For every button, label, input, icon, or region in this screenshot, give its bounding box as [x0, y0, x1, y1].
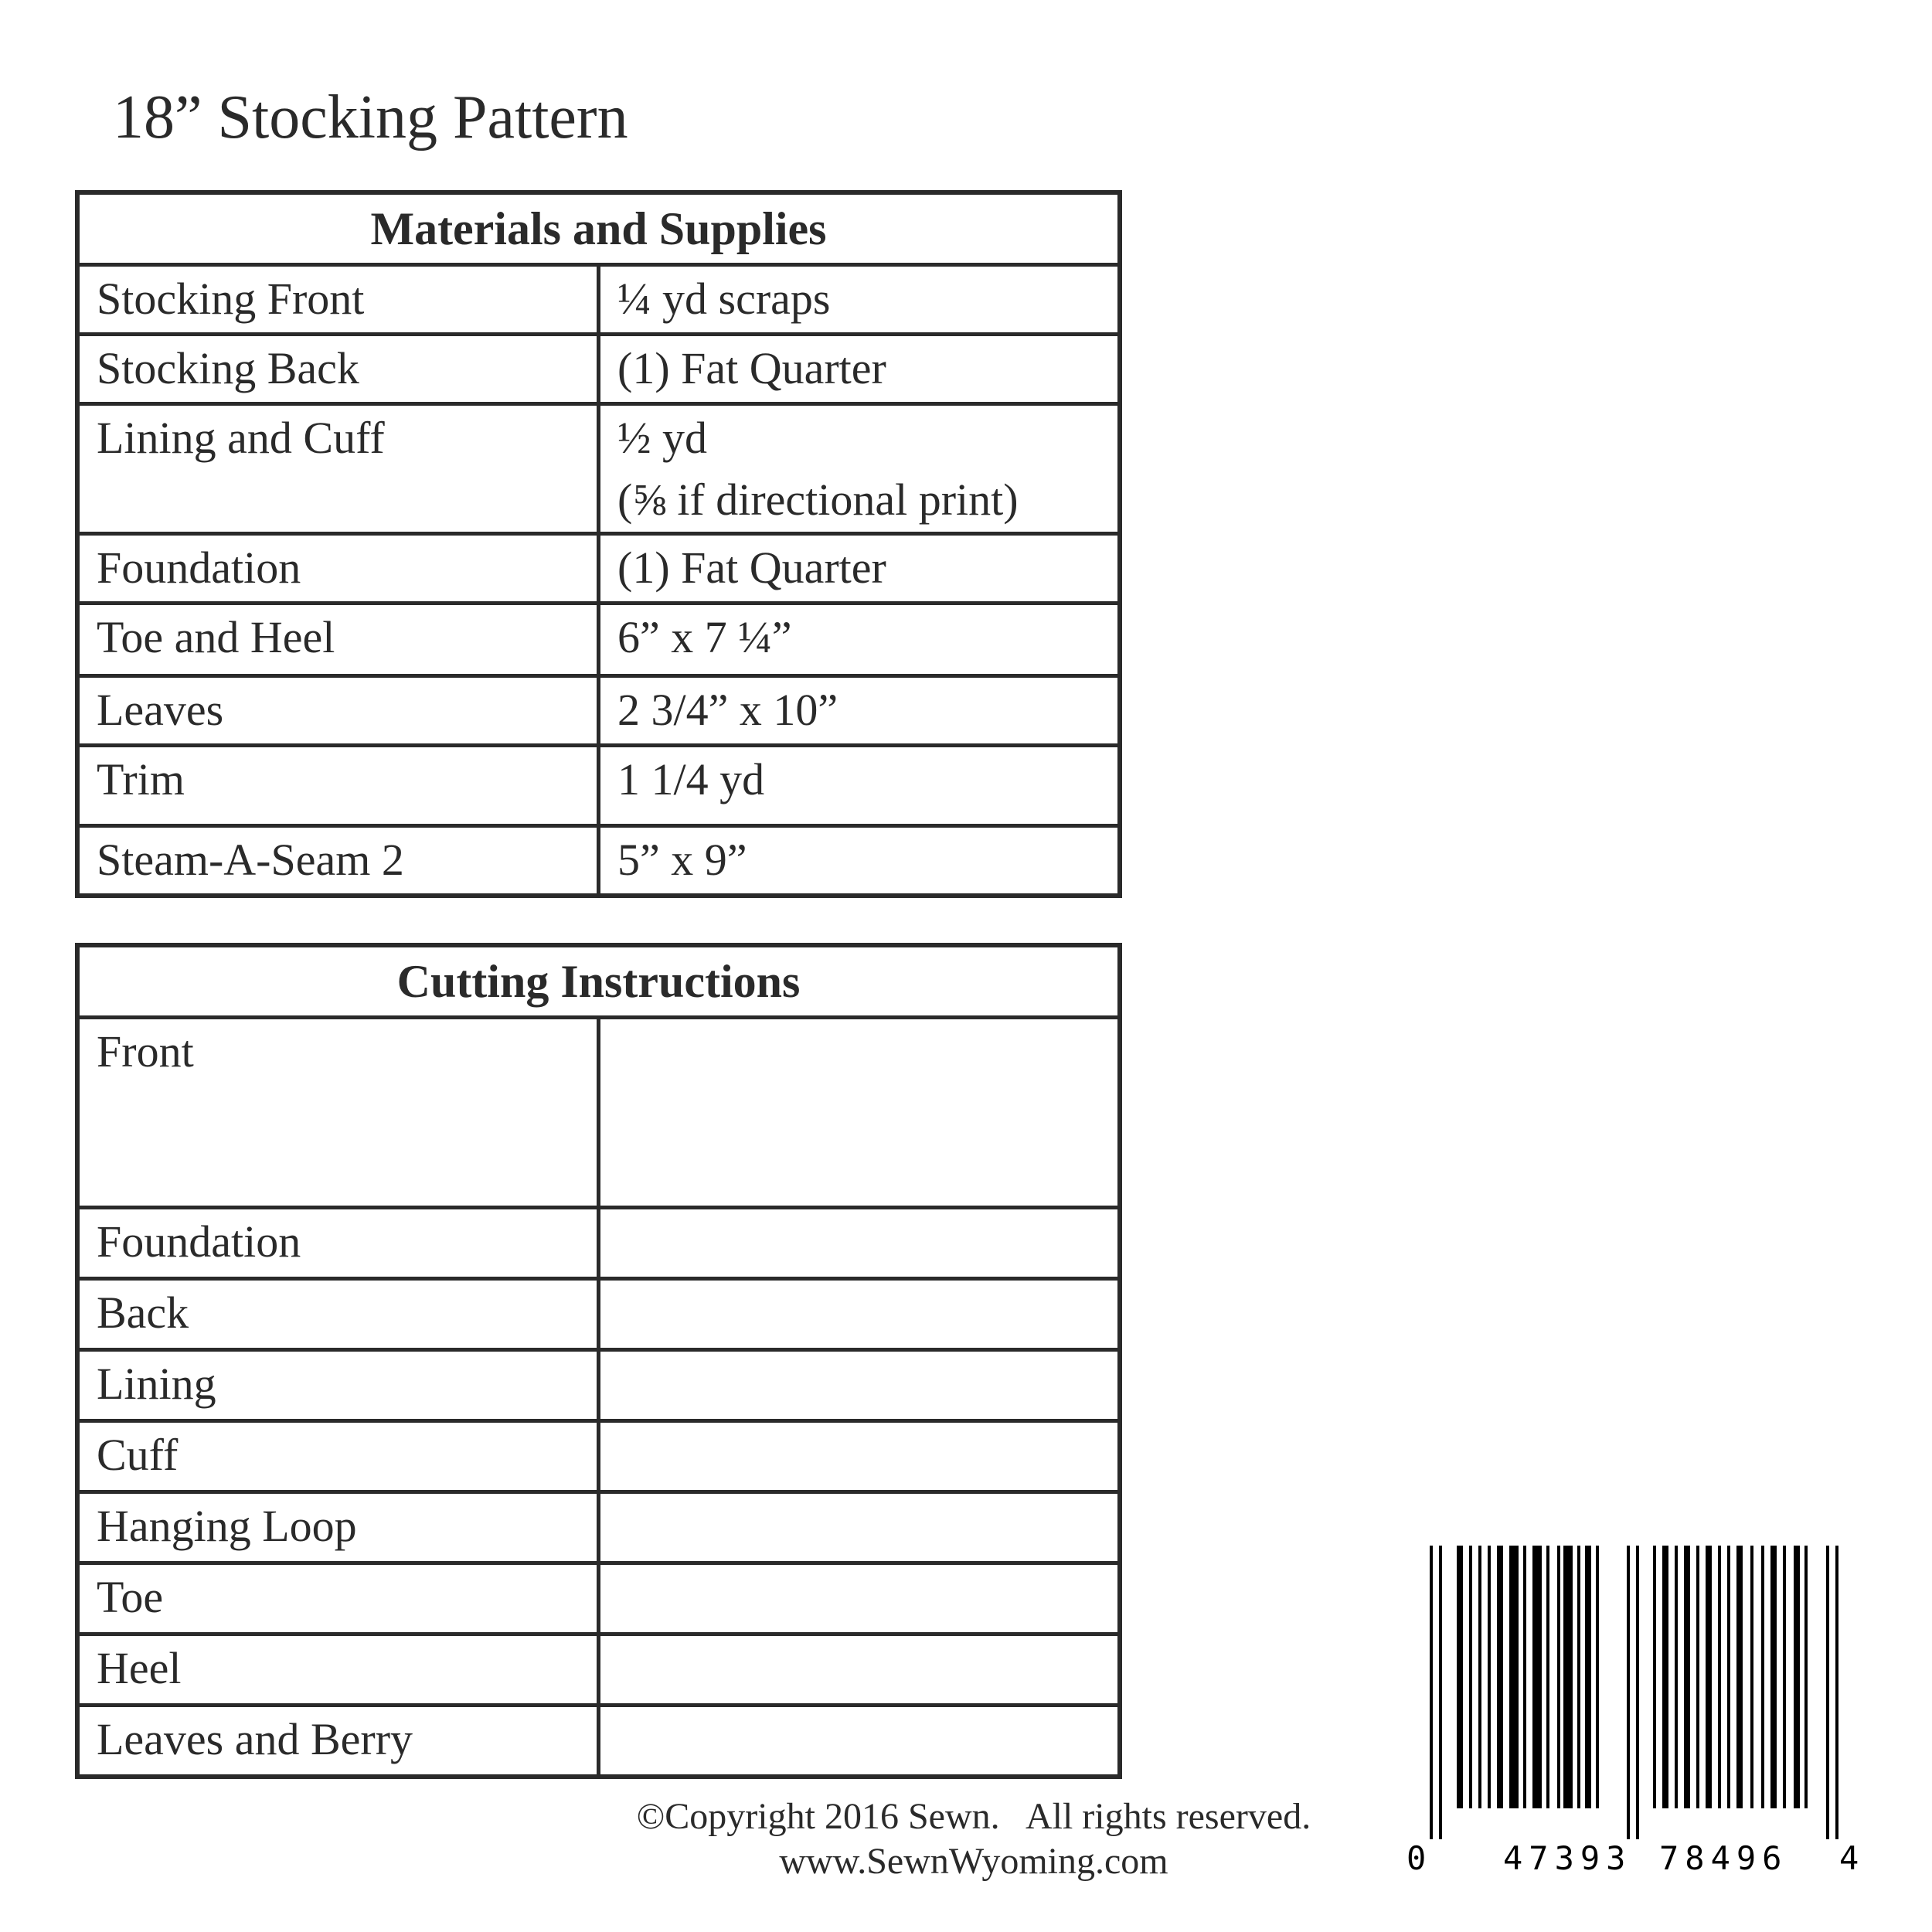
material-item-label: Stocking Front [97, 274, 365, 324]
materials-row [77, 335, 1120, 404]
cutting-detail-text [617, 1352, 1117, 1355]
barcode-bar [1488, 1546, 1491, 1808]
material-item-label: Toe and Heel [97, 612, 335, 662]
material-item [77, 604, 599, 676]
cutting-detail [599, 1208, 1121, 1279]
copyright-block [603, 1794, 1345, 1884]
cutting-row [77, 1208, 1120, 1279]
barcode-bar [1736, 1546, 1743, 1808]
material-item [77, 265, 599, 335]
cutting-row [77, 1706, 1120, 1777]
barcode-bar [1430, 1546, 1433, 1839]
cutting-header-row [77, 945, 1120, 1018]
material-amount [599, 404, 1121, 534]
material-item-label: Foundation [97, 543, 301, 593]
materials-row [77, 265, 1120, 335]
barcode-bar [1627, 1546, 1630, 1839]
materials-row [77, 534, 1120, 604]
barcode-bar [1596, 1546, 1599, 1808]
material-amount [599, 534, 1121, 604]
cutting-detail [599, 1706, 1121, 1777]
website-link[interactable]: www.SewnWyoming.com [779, 1841, 1168, 1882]
barcode-left-group: 47393 [1503, 1839, 1632, 1877]
materials-row [77, 826, 1120, 896]
cutting-item [77, 1563, 599, 1634]
cutting-detail-text [617, 1423, 1117, 1426]
cutting-item [77, 1634, 599, 1706]
cutting-detail [599, 1421, 1121, 1492]
copyright-text: ©Copyright 2016 Sewn. All rights reserved. [636, 1796, 1311, 1837]
cutting-detail-text [617, 1209, 1117, 1213]
material-amount [599, 676, 1121, 746]
material-amount-line: ½ yd [617, 413, 707, 463]
barcode-bar [1577, 1546, 1580, 1808]
material-item-label: Steam-A-Seam 2 [97, 835, 404, 885]
cutting-item [77, 1279, 599, 1350]
materials-heading: Materials and Supplies [77, 192, 1120, 265]
cutting-detail [599, 1634, 1121, 1706]
cutting-detail-text [617, 1281, 1117, 1284]
material-item-label: Lining and Cuff [97, 413, 385, 463]
cutting-detail-text [617, 1494, 1117, 1497]
cutting-table [75, 943, 1122, 1779]
cutting-item [77, 1492, 599, 1563]
cutting-item-label: Heel [97, 1643, 182, 1693]
materials-row [77, 404, 1120, 534]
barcode-bar [1636, 1546, 1639, 1839]
barcode-bar [1509, 1546, 1519, 1808]
barcode-bar [1523, 1546, 1526, 1808]
barcode-bar [1696, 1546, 1699, 1808]
barcode-bar [1557, 1546, 1560, 1808]
cutting-row [77, 1421, 1120, 1492]
material-item-label: Stocking Back [97, 343, 359, 393]
barcode-bar [1563, 1546, 1573, 1808]
barcode-bar [1439, 1546, 1442, 1839]
material-amount-line: 2 3/4” x 10” [617, 685, 838, 735]
barcode-bar [1727, 1546, 1730, 1808]
material-item [77, 746, 599, 826]
cutting-item-label: Leaves and Berry [97, 1714, 413, 1764]
material-item [77, 534, 599, 604]
barcode-bar [1783, 1546, 1786, 1808]
barcode-bar [1675, 1546, 1678, 1808]
barcode-bar [1469, 1546, 1472, 1808]
barcode-bar [1653, 1546, 1656, 1808]
materials-header-row [77, 192, 1120, 265]
barcode-bar [1718, 1546, 1721, 1808]
cutting-detail [599, 1350, 1121, 1421]
material-amount [599, 604, 1121, 676]
barcode-bar [1750, 1546, 1753, 1808]
cutting-item-label: Lining [97, 1359, 216, 1409]
cutting-item-label: Cuff [97, 1430, 179, 1480]
barcode-bar [1835, 1546, 1838, 1839]
barcode-bars [1403, 1546, 1866, 1839]
cutting-item [77, 1208, 599, 1279]
cutting-item [77, 1350, 599, 1421]
material-item [77, 404, 599, 534]
upc-barcode [1403, 1546, 1866, 1901]
cutting-detail-text [617, 1019, 1117, 1022]
cutting-body [77, 1018, 1120, 1777]
materials-table [75, 190, 1122, 898]
material-item-label: Trim [97, 754, 185, 804]
cutting-row [77, 1350, 1120, 1421]
cutting-row [77, 1634, 1120, 1706]
barcode-lead-digit: 0 [1406, 1839, 1433, 1877]
material-amount [599, 265, 1121, 335]
materials-row [77, 676, 1120, 746]
cutting-item-label: Front [97, 1026, 194, 1077]
material-item [77, 676, 599, 746]
page-title: 18” Stocking Pattern [113, 83, 628, 151]
material-item [77, 826, 599, 896]
material-amount-line: (⅝ if directional print) [617, 474, 1019, 525]
barcode-bar [1770, 1546, 1777, 1808]
material-amount-line: 6” x 7 ¼” [617, 612, 792, 662]
cutting-detail-text [617, 1636, 1117, 1639]
cutting-detail [599, 1563, 1121, 1634]
cutting-heading: Cutting Instructions [77, 945, 1120, 1018]
material-amount [599, 826, 1121, 896]
material-amount [599, 746, 1121, 826]
barcode-bar [1497, 1546, 1503, 1808]
barcode-bar [1826, 1546, 1829, 1839]
barcode-bar [1794, 1546, 1800, 1808]
cutting-detail [599, 1492, 1121, 1563]
barcode-bar [1684, 1546, 1690, 1808]
barcode-bar [1478, 1546, 1481, 1808]
cutting-detail-text [617, 1707, 1117, 1710]
barcode-bar [1546, 1546, 1549, 1808]
material-item-label: Leaves [97, 685, 224, 735]
material-amount-line: 5” x 9” [617, 835, 747, 885]
barcode-bar [1457, 1546, 1463, 1808]
cutting-item-label: Foundation [97, 1216, 301, 1267]
cutting-row [77, 1492, 1120, 1563]
barcode-bar [1662, 1546, 1668, 1808]
material-amount-line: ¼ yd scraps [617, 274, 831, 324]
cutting-row [77, 1563, 1120, 1634]
cutting-item-label: Hanging Loop [97, 1501, 357, 1551]
material-amount-line: (1) Fat Quarter [617, 343, 886, 393]
materials-body [77, 265, 1120, 896]
barcode-bar [1532, 1546, 1542, 1808]
materials-row [77, 604, 1120, 676]
cutting-item-label: Toe [97, 1572, 164, 1622]
cutting-item-label: Back [97, 1287, 189, 1338]
cutting-item [77, 1421, 599, 1492]
cutting-detail [599, 1279, 1121, 1350]
barcode-check-digit: 4 [1839, 1839, 1866, 1877]
material-amount-line: (1) Fat Quarter [617, 543, 886, 593]
barcode-bar [1761, 1546, 1764, 1808]
barcode-right-group: 78496 [1659, 1839, 1788, 1877]
barcode-bar [1585, 1546, 1591, 1808]
cutting-detail [599, 1018, 1121, 1208]
cutting-row [77, 1018, 1120, 1208]
materials-row [77, 746, 1120, 826]
barcode-bar [1706, 1546, 1712, 1808]
cutting-detail-text [617, 1565, 1117, 1568]
material-item [77, 335, 599, 404]
cutting-row [77, 1279, 1120, 1350]
cutting-item [77, 1018, 599, 1208]
cutting-item [77, 1706, 599, 1777]
material-amount-line: 1 1/4 yd [617, 754, 765, 804]
material-amount [599, 335, 1121, 404]
barcode-bar [1804, 1546, 1808, 1808]
